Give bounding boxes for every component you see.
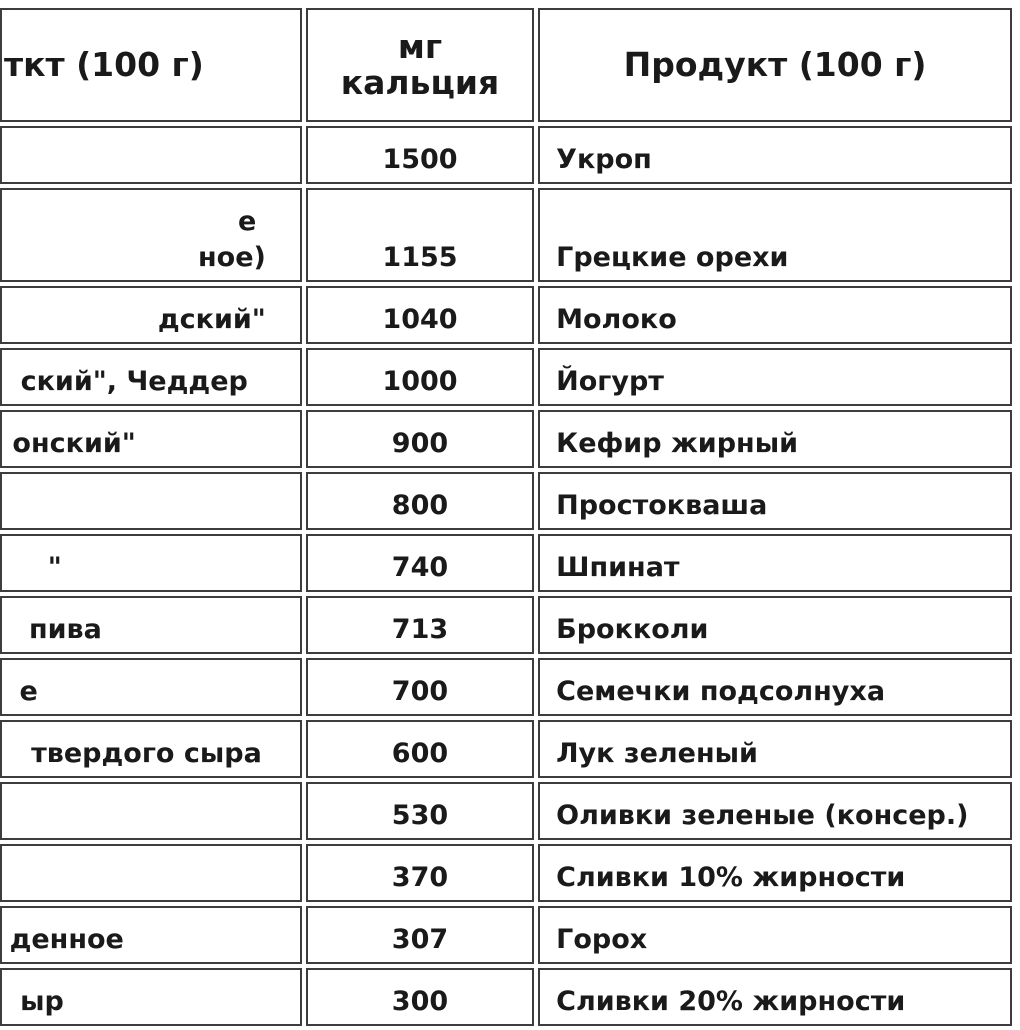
row-left-cell <box>0 968 302 1026</box>
table-row <box>0 596 1012 654</box>
table-row <box>0 720 1012 778</box>
row-left-cell <box>0 906 302 964</box>
row-right-product: Брокколи <box>538 596 1012 654</box>
row-left-cell <box>0 720 302 778</box>
table-row <box>0 968 1012 1026</box>
row-left-line1: е <box>238 206 257 237</box>
row-right-product: Сливки 10% жирности <box>538 844 1012 902</box>
table-row <box>0 472 1012 530</box>
header-calcium-mg <box>306 8 534 122</box>
table-row <box>0 534 1012 592</box>
row-left-cell <box>0 596 302 654</box>
row-right-product: Йогурт <box>538 348 1012 406</box>
row-right-product: Горох <box>538 906 1012 964</box>
table-row <box>0 906 1012 964</box>
table-row <box>0 658 1012 716</box>
row-calcium-value: 1500 <box>306 126 534 184</box>
row-calcium-value: 300 <box>306 968 534 1026</box>
table-row <box>0 126 1012 184</box>
row-calcium-value: 1000 <box>306 348 534 406</box>
row-calcium-value: 800 <box>306 472 534 530</box>
table-row <box>0 844 1012 902</box>
row-right-product: Молоко <box>538 286 1012 344</box>
row-left-text: е <box>19 676 38 707</box>
row-right-product: Семечки подсолнуха <box>538 658 1012 716</box>
row-left-text: ский", Чеддер <box>20 366 248 397</box>
row-calcium-value: 713 <box>306 596 534 654</box>
row-left-cell <box>0 286 302 344</box>
row-right-product: Укроп <box>538 126 1012 184</box>
row-left-cell <box>0 472 302 530</box>
row-left-text: твердого сыра <box>31 738 262 769</box>
row-calcium-value: 700 <box>306 658 534 716</box>
row-calcium-value: 370 <box>306 844 534 902</box>
row-right-product: Сливки 20% жирности <box>538 968 1012 1026</box>
table-row <box>0 782 1012 840</box>
row-left-cell <box>0 844 302 902</box>
header-product-right: Продукт (100 г) <box>538 8 1012 122</box>
table-row <box>0 348 1012 406</box>
row-left-text: дский" <box>157 304 266 335</box>
row-right-product: Грецкие орехи <box>538 188 1012 282</box>
row-calcium-value: 1040 <box>306 286 534 344</box>
row-left-cell <box>0 348 302 406</box>
header-calcium-line2: кальция <box>340 63 500 102</box>
row-right-product: Лук зеленый <box>538 720 1012 778</box>
row-calcium-value: 740 <box>306 534 534 592</box>
table-row <box>0 188 1012 282</box>
row-right-product: Оливки зеленые (консер.) <box>538 782 1012 840</box>
row-left-line2: ное) <box>198 242 266 273</box>
row-right-product: Простокваша <box>538 472 1012 530</box>
row-left-cell <box>0 188 302 282</box>
calcium-content-table <box>0 4 1016 1030</box>
row-left-text: пива <box>28 614 102 645</box>
row-left-cell <box>0 782 302 840</box>
row-left-text: " <box>47 552 62 583</box>
header-row <box>0 8 1012 122</box>
row-calcium-value: 530 <box>306 782 534 840</box>
header-calcium-line1: мг <box>397 27 443 66</box>
table-row <box>0 286 1012 344</box>
header-product-left: ткт (100 г) <box>0 8 302 122</box>
row-left-text: онский" <box>12 428 136 459</box>
row-calcium-value: 307 <box>306 906 534 964</box>
row-calcium-value: 900 <box>306 410 534 468</box>
row-left-cell <box>0 410 302 468</box>
row-left-cell <box>0 126 302 184</box>
row-right-product: Кефир жирный <box>538 410 1012 468</box>
row-right-product: Шпинат <box>538 534 1012 592</box>
row-left-text: ыр <box>20 986 64 1017</box>
row-left-text: денное <box>9 924 124 955</box>
row-left-cell <box>0 534 302 592</box>
row-calcium-value: 600 <box>306 720 534 778</box>
row-calcium-value: 1155 <box>306 188 534 282</box>
table-row <box>0 410 1012 468</box>
row-left-cell <box>0 658 302 716</box>
